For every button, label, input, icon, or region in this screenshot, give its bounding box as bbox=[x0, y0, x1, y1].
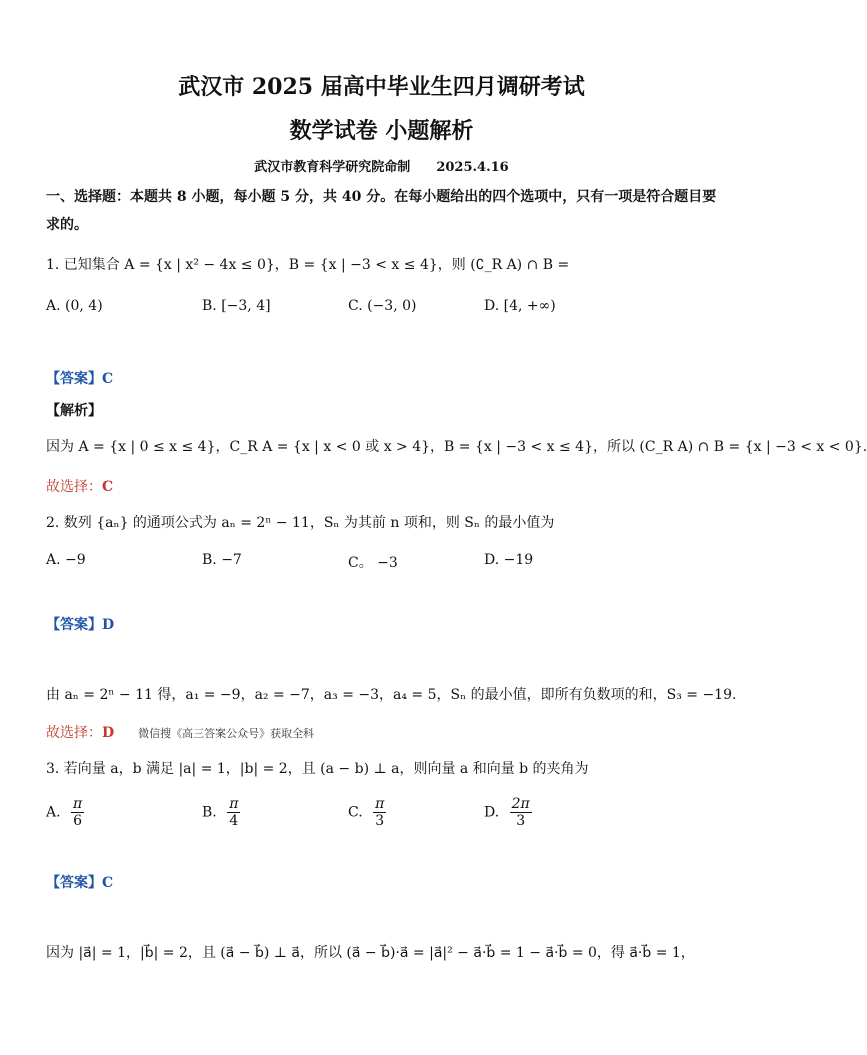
q1-answer-label: 【答案】 bbox=[46, 371, 102, 387]
q2-note: 微信搜《高三答案公众号》获取全科 bbox=[138, 727, 315, 740]
q2-stem: 2. 数列 {aₙ} 的通项公式为 aₙ = 2ⁿ − 11，Sₙ 为其前 n 项和，则 Sₙ 的最小值为 bbox=[46, 515, 555, 531]
q3-option-d-num: 2π bbox=[511, 796, 530, 812]
q1-analysis: 因为 A = {x | 0 ≤ x ≤ 4}，C_R A = {x | x < 0 或 x > 4}，B = {x | −3 < x ≤ 4}，所以 (C_R A) ∩ B = {x | −3 < x < 0}. bbox=[46, 439, 867, 455]
q3-analysis: 因为 |a⃗| = 1，|b⃗| = 2，且 (a⃗ − b⃗) ⊥ a⃗，所以 (a⃗ − b⃗)·a⃗ = |a⃗|² − a⃗·b⃗ = 1 − a⃗·b⃗ = 0，得 a⃗·b⃗ = 1， bbox=[46, 945, 695, 961]
section-heading-cont: 求的。 bbox=[46, 217, 88, 233]
q3-option-c bbox=[348, 796, 386, 829]
q3-option-b bbox=[202, 796, 240, 829]
q2-option-b: B. −7 bbox=[202, 552, 242, 568]
q3-option-c-fraction bbox=[373, 796, 386, 829]
q2-option-d: D. −19 bbox=[484, 552, 534, 568]
q3-option-b-den: 4 bbox=[229, 813, 239, 829]
title-line-2: 数学试卷 小题解析 bbox=[289, 118, 474, 144]
q1-choose-label: 故选择： bbox=[46, 479, 102, 495]
q3-stem: 3. 若向量 a，b 满足 |a| = 1，|b| = 2，且 (a − b) ⊥ a，则向量 a 和向量 b 的夹角为 bbox=[46, 761, 589, 777]
q3-option-a-letter: A. bbox=[46, 804, 61, 821]
q3-option-c-den: 3 bbox=[375, 813, 385, 829]
q2-analysis: 由 aₙ = 2ⁿ − 11 得，a₁ = −9，a₂ = −7，a₃ = −3，a₄ = 5，Sₙ 的最小值，即所有负数项的和，S₃ = −19. bbox=[46, 687, 737, 703]
q3-option-d-fraction bbox=[510, 796, 532, 829]
q3-option-b-fraction bbox=[227, 796, 240, 829]
q1-answer bbox=[46, 370, 113, 388]
q3-option-d-letter: D. bbox=[484, 804, 500, 821]
q1-option-c: C. (−3, 0) bbox=[348, 298, 417, 314]
q1-answer-value: C bbox=[102, 371, 114, 387]
issue-date: 2025.4.16 bbox=[436, 160, 509, 175]
q3-answer bbox=[46, 874, 113, 892]
q2-choose bbox=[46, 724, 314, 743]
q2-choose-label: 故选择： bbox=[46, 725, 102, 741]
q3-option-a-num: π bbox=[73, 796, 83, 812]
q3-option-c-letter: C. bbox=[348, 804, 363, 821]
q1-option-b: B. [−3, 4] bbox=[202, 298, 271, 314]
q3-option-d bbox=[484, 796, 532, 829]
q3-answer-value: C bbox=[102, 875, 114, 891]
q2-answer-value: D bbox=[102, 617, 115, 633]
q3-option-b-num: π bbox=[229, 796, 239, 812]
q2-answer-label: 【答案】 bbox=[46, 617, 102, 633]
q3-option-b-letter: B. bbox=[202, 804, 217, 821]
q3-option-c-num: π bbox=[375, 796, 385, 812]
section-heading: 一、选择题：本题共 8 小题，每小题 5 分，共 40 分。在每小题给出的四个选项中，只有一项是符合题目要 bbox=[46, 189, 717, 205]
q1-stem: 1. 已知集合 A = {x | x² − 4x ≤ 0}，B = {x | −3 < x ≤ 4}，则 (∁_R A) ∩ B = bbox=[46, 257, 570, 273]
q1-choose bbox=[46, 478, 113, 496]
q1-option-a: A. (0, 4) bbox=[46, 298, 103, 314]
q3-option-a-den: 6 bbox=[73, 813, 83, 829]
q3-answer-label: 【答案】 bbox=[46, 875, 102, 891]
issuer-line bbox=[0, 156, 763, 175]
q3-option-a bbox=[46, 796, 84, 829]
q1-analysis-label: 【解析】 bbox=[46, 403, 102, 419]
q2-answer bbox=[46, 616, 114, 634]
q3-option-d-den: 3 bbox=[516, 813, 526, 829]
title-line-1: 武汉市 2025 届高中毕业生四月调研考试 bbox=[178, 74, 585, 100]
q3-option-a-fraction bbox=[71, 796, 84, 829]
q2-option-a: A. −9 bbox=[46, 552, 86, 568]
issuer: 武汉市教育科学研究院命制 bbox=[254, 160, 411, 175]
q1-choose-value: C bbox=[102, 479, 114, 495]
q2-option-c: C。 −3 bbox=[348, 555, 398, 571]
q2-choose-value: D bbox=[102, 725, 115, 741]
q1-option-d: D. [4, +∞) bbox=[484, 298, 556, 314]
